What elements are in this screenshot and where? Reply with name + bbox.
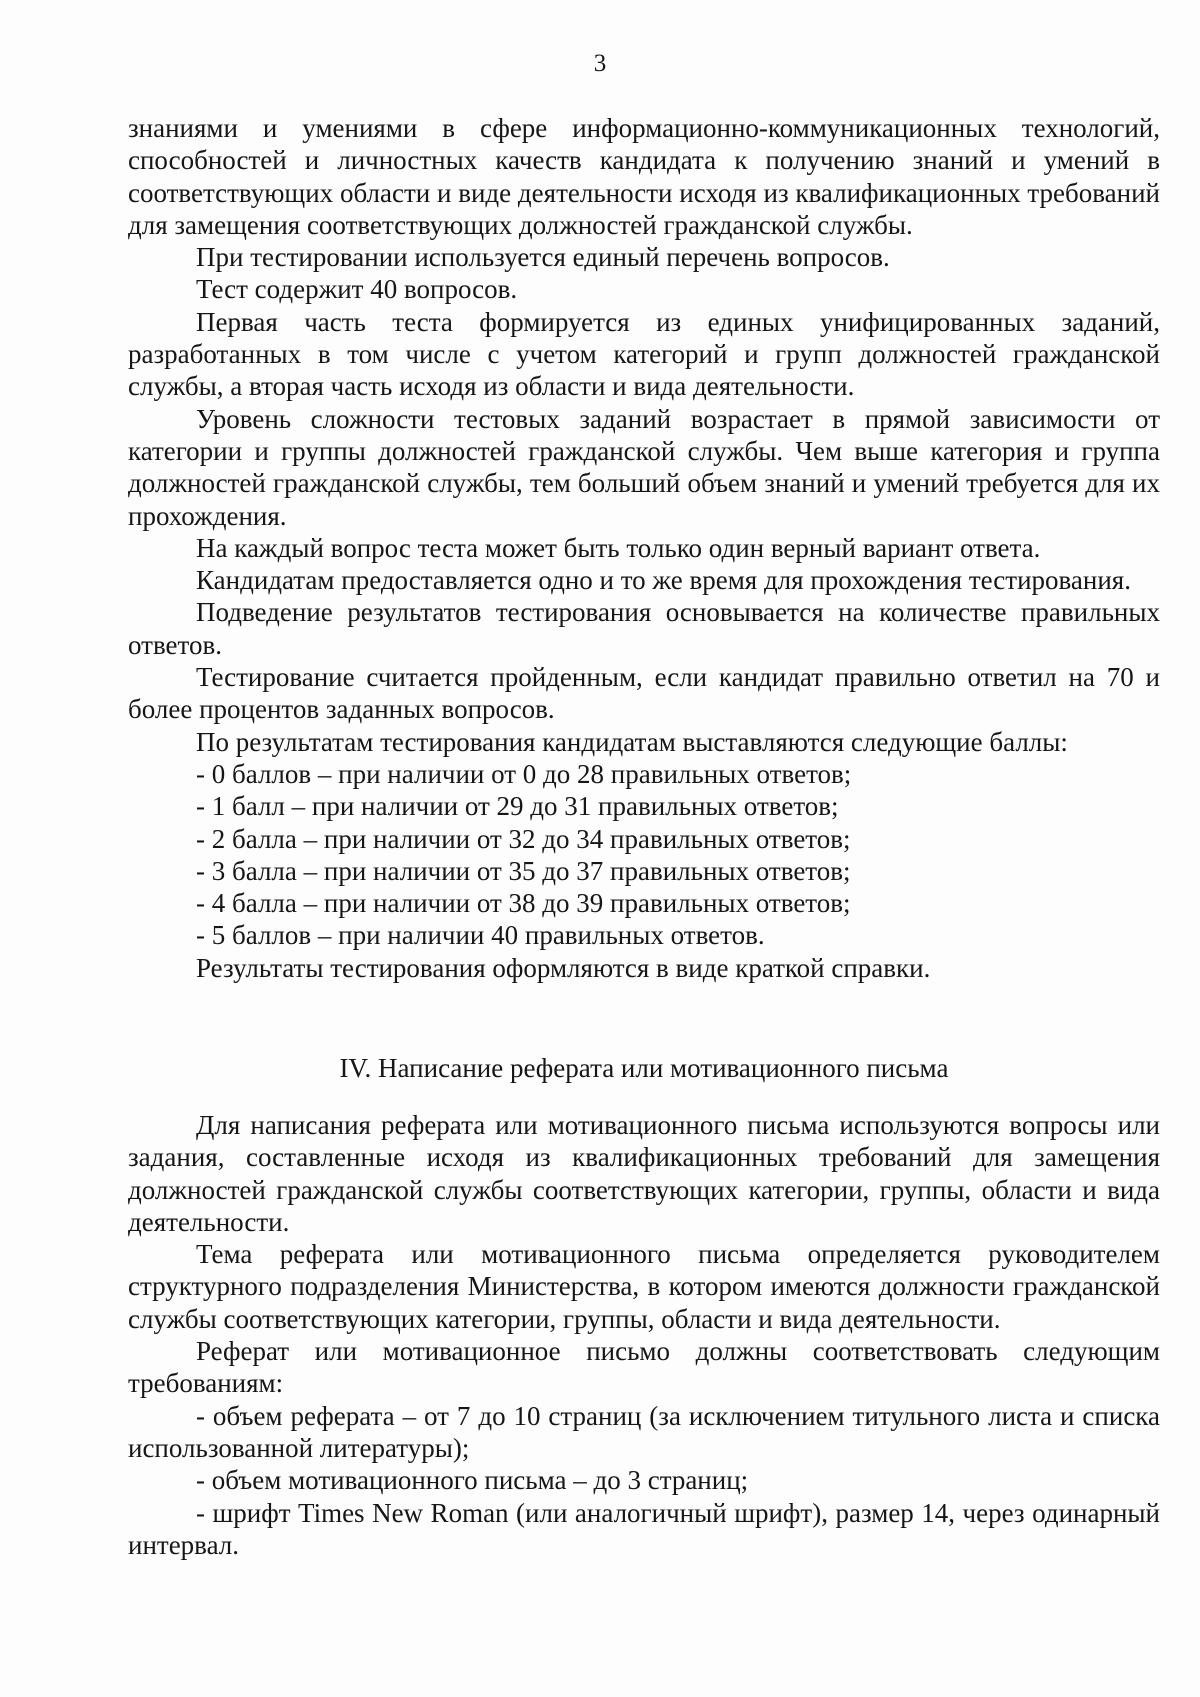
paragraph: Результаты тестирования оформляются в виде краткой справки.: [196, 952, 931, 983]
requirement-list-item: - объем реферата – от 7 до 10 страниц (за исключением титульного листа и списка использованной литературы);: [128, 1400, 1160, 1463]
paragraph: На каждый вопрос теста может быть только один верный вариант ответа.: [196, 532, 1041, 563]
paragraph: Подведение результатов тестирования основывается на количестве правильных ответов.: [128, 597, 1160, 660]
paragraph: Реферат или мотивационное письмо должны соответствовать следующим требованиям:: [128, 1336, 1160, 1399]
requirement-list-item: - объем мотивационного письма – до 3 страниц;: [196, 1465, 749, 1496]
paragraph: Кандидатам предоставляется одно и то же время для прохождения тестирования.: [196, 565, 1131, 596]
paragraph: знаниями и умениями в сфере информационно-коммуникационных технологий, способностей и личностных качеств кандидата к получению знаний и умений в соответствующих области и виде деятельности исходя из квалификационных требований для замещения соответствующих должностей гражданской службы.: [128, 113, 1160, 240]
score-list-item: - 3 балла – при наличии от 35 до 37 правильных ответов;: [196, 855, 851, 886]
testing-section-text: [128, 112, 1160, 984]
score-list-item: - 4 балла – при наличии от 38 до 39 правильных ответов;: [196, 888, 851, 919]
paragraph: По результатам тестирования кандидатам выставляются следующие баллы:: [196, 726, 1068, 757]
paragraph: Тестирование считается пройденным, если кандидат правильно ответил на 70 и более процентов заданных вопросов.: [128, 662, 1160, 725]
essay-section-text: [128, 1109, 1160, 1561]
requirement-list-item: - шрифт Times New Roman (или аналогичный шрифт), размер 14, через одинарный интервал.: [128, 1497, 1160, 1560]
paragraph: Первая часть теста формируется из единых унифицированных заданий, разработанных в том числе с учетом категорий и групп должностей гражданской службы, а вторая часть исходя из области и вида деятельности.: [128, 306, 1160, 402]
score-list-item: - 0 баллов – при наличии от 0 до 28 правильных ответов;: [196, 758, 852, 789]
paragraph: Для написания реферата или мотивационного письма используются вопросы или задания, составленные исходя из квалификационных требований для замещения должностей гражданской службы соответствующих категории, группы, области и вида деятельности.: [128, 1110, 1160, 1237]
section-heading: IV. Написание реферата или мотивационного письма: [339, 1053, 949, 1083]
paragraph: При тестировании используется единый перечень вопросов.: [196, 242, 890, 273]
paragraph: Тема реферата или мотивационного письма определяется руководителем структурного подразделения Министерства, в котором имеются должности гражданской службы соответствующих категории, группы, области и вида деятельности.: [128, 1239, 1160, 1334]
score-list-item: - 2 балла – при наличии от 32 до 34 правильных ответов;: [196, 823, 851, 854]
score-list-item: - 1 балл – при наличии от 29 до 31 правильных ответов;: [196, 791, 839, 822]
paragraph: Уровень сложности тестовых заданий возрастает в прямой зависимости от категории и группы должностей гражданской службы. Чем выше категория и группа должностей гражданской службы, тем больший объем знаний и умений требуется для их прохождения.: [128, 403, 1160, 531]
paragraph: Тест содержит 40 вопросов.: [196, 274, 518, 305]
score-list-item: - 5 баллов – при наличии 40 правильных ответов.: [196, 920, 765, 951]
page-number: 3: [593, 50, 607, 77]
